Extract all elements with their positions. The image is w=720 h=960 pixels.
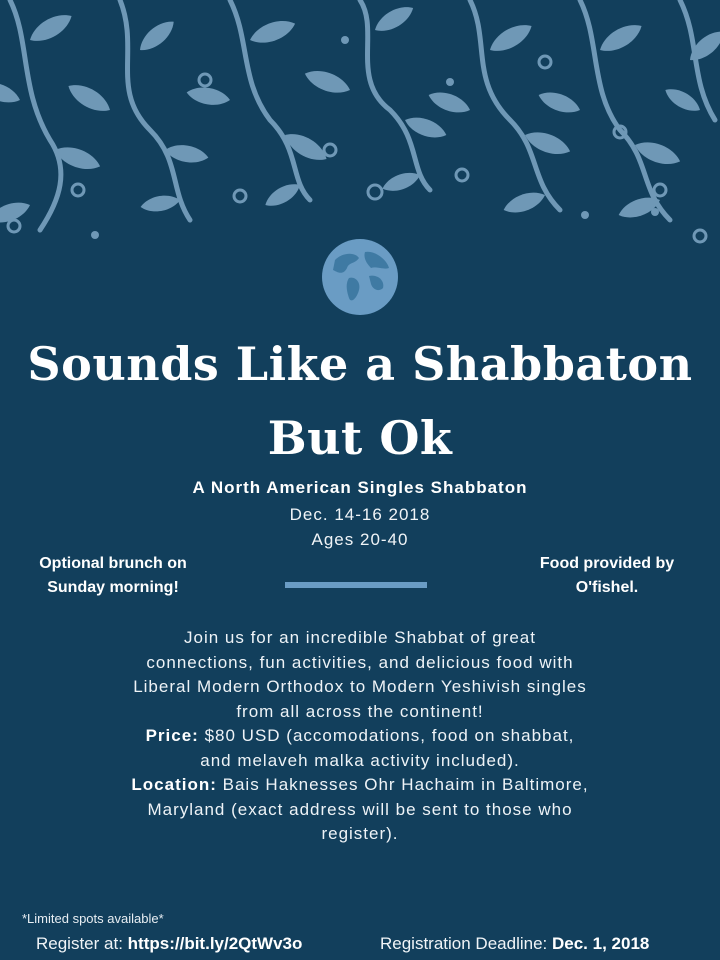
food-note-line-1: Food provided by bbox=[539, 555, 675, 572]
food-note-line-2: O'fishel. bbox=[575, 579, 639, 596]
event-ages: Ages 20-40 bbox=[311, 530, 409, 549]
event-subtitle: A North American Singles Shabbaton bbox=[192, 478, 528, 497]
leaf-vine-decoration bbox=[0, 0, 720, 260]
register-info bbox=[36, 934, 302, 954]
divider bbox=[285, 582, 427, 588]
register-link[interactable]: https://bit.ly/2QtWv3o bbox=[127, 934, 303, 953]
globe-icon bbox=[321, 238, 399, 316]
location-label: Location: bbox=[131, 775, 217, 794]
price-info bbox=[130, 724, 590, 773]
brunch-note-line-2: Sunday morning! bbox=[47, 579, 179, 596]
price-label: Price: bbox=[145, 726, 199, 745]
location-value: Bais Haknesses Ohr Hachaim in Baltimore, Maryland (exact address will be sent to those who register). bbox=[147, 775, 589, 843]
event-title-line-1: Sounds Like a Shabbaton bbox=[27, 337, 693, 391]
deadline-label: Registration Deadline: bbox=[380, 934, 548, 953]
event-dates: Dec. 14-16 2018 bbox=[289, 505, 431, 524]
event-title-line-2: But Ok bbox=[267, 411, 453, 465]
register-label: Register at: bbox=[36, 934, 123, 953]
food-note bbox=[502, 552, 712, 600]
price-value: $80 USD (accomodations, food on shabbat, and melaveh malka activity included). bbox=[200, 726, 575, 770]
location-info bbox=[130, 773, 590, 847]
limited-spots-note: *Limited spots available* bbox=[22, 911, 164, 926]
brunch-note bbox=[8, 552, 218, 600]
deadline-date: Dec. 1, 2018 bbox=[552, 934, 650, 953]
brunch-note-line-1: Optional brunch on bbox=[39, 555, 187, 572]
event-description-block bbox=[130, 626, 590, 847]
deadline-info bbox=[380, 934, 649, 954]
event-description: Join us for an incredible Shabbat of great connections, fun activities, and delicious food with Liberal Modern Orthodox to Modern Yeshivish singles from all across the continent! bbox=[133, 628, 587, 721]
